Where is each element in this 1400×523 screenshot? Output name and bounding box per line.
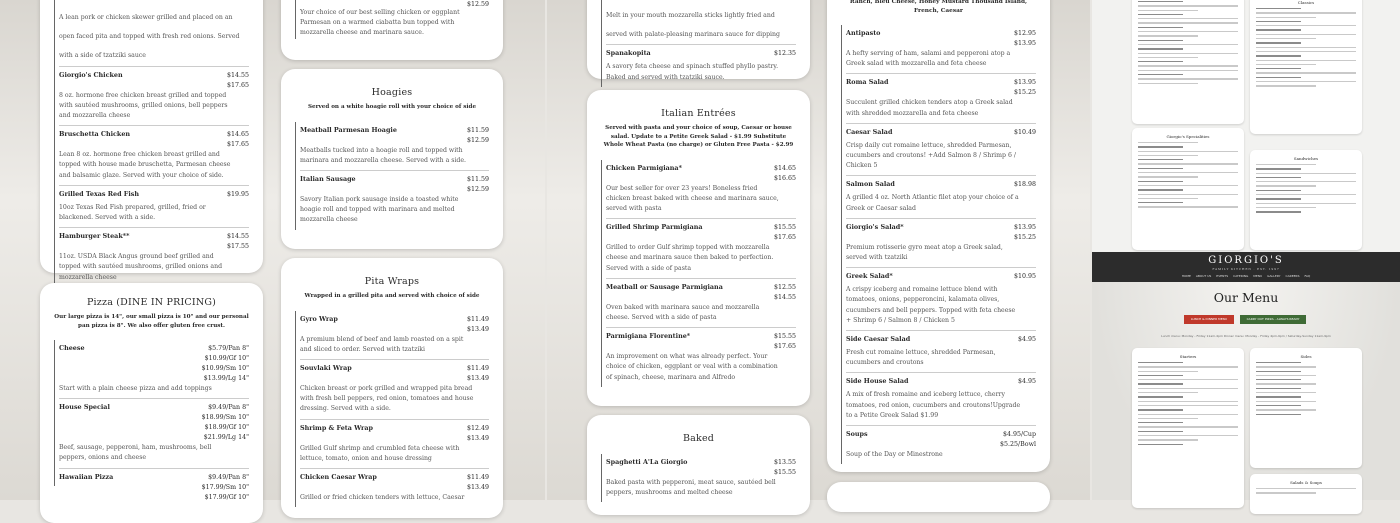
item-desc: Lean 8 oz. hormone free chicken breast grilled and topped with house made bruschetta, Parmesan cheese and balsamic glaze. Served with your choice of side. (59, 151, 231, 179)
menu-item (59, 67, 249, 127)
pita-wraps-card (281, 258, 503, 518)
site-header (1092, 252, 1400, 282)
item-desc: Start with a plain cheese pizza and add toppings (59, 385, 212, 392)
item-desc: Fresh cut romaine lettuce, shredded Parmesan, cucumbers and croutons (846, 349, 996, 367)
nav-home[interactable]: HOME (1181, 274, 1191, 278)
menu-item (846, 176, 1036, 218)
item-desc: Chicken breast or pork grilled and wrapped pita bread with fresh bell peppers, red onion, tomatoes and house dressing. Served with a side. (300, 384, 474, 413)
item-desc: Soup of the Day or Minestrone (846, 451, 943, 459)
item-price: $18.98 (1013, 181, 1036, 189)
item-desc: Melt in your mouth mozzarella sticks lightly fried and served with palate-pleasing marinara sauce for dipping (606, 12, 780, 39)
menu-item (59, 228, 249, 287)
menu-item (300, 122, 489, 171)
mini-card-starters (1132, 348, 1244, 508)
item-desc: Crisp daily cut romaine lettuce, shredded Parmesan, cucumbers and croutons! +Add Salmon 8 / Shrimp 6 / Chicken 5 (846, 141, 1016, 170)
mini-title: Classics (1297, 0, 1315, 5)
mini-card-salads-soups (1250, 474, 1362, 514)
item-name: Grilled Texas Red Fish (59, 189, 140, 198)
item-price: $19.95 (226, 190, 249, 198)
next-card-edge (827, 482, 1050, 512)
item-desc: Grilled to order Gulf shrimp topped with mozzarella cheese and marinara sauce then baked to perfection. Served with a side of pasta (606, 244, 774, 272)
menu-screenshot-middle (547, 0, 1090, 500)
item-desc: A hefty serving of ham, salami and pepperoni atop a Greek salad with mozzarella and feta cheese (846, 50, 1011, 68)
item-desc: A savory feta cheese and spinach stuffed phyllo pastry. Baked and served with tzatziki sauce. (606, 63, 779, 81)
item-name: Antipasto (846, 29, 881, 37)
page-title: Our Menu (1213, 290, 1279, 305)
menu-item (846, 25, 1036, 74)
item-name: Hamburger Steak** (59, 232, 130, 241)
section-subtitle: Served with pasta and your choice of soup, Caesar or house salad. Update to a Petite Greek Salad - $1.99 Substitute Whole Wheat Pasta (no charge) or Gluten Free Pasta - $2.99 (603, 125, 794, 148)
item-price: $11.49 $13.49 (466, 364, 489, 382)
item-desc: Succulent grilled chicken tenders atop a Greek salad with shredded mozzarella and feta cheese (846, 99, 1013, 117)
nav-gallery[interactable]: GALLERY (1267, 274, 1281, 278)
mini-title: Giorgio's Specialities (1166, 134, 1210, 139)
menu-item (846, 219, 1036, 268)
item-price: $14.55 $17.65 (226, 71, 249, 89)
item-desc: A crispy iceberg and romaine lettuce blend with tomatoes, onions, pepperoncini, kalamata olives, cucumbers and bell peppers. Topped with feta cheese + Shrimp 6 / Salmon 8 / Chicken 5 (846, 286, 1016, 324)
item-name: Bruschetta Chicken (59, 130, 131, 139)
item-desc: Our best seller for over 23 years! Boneless fried chicken breast baked with cheese and marinara sauce, served with pasta (606, 184, 779, 212)
item-price: $10.49 (1013, 128, 1036, 136)
item-price: $11.59 $12.59 (466, 126, 489, 144)
website-menu-page (1092, 252, 1400, 500)
item-price: $14.65 $17.65 (226, 131, 249, 149)
menu-hours-note: Lunch menu: Monday - Friday 11am-4pm Dinner menu: Monday - Friday 4pm-9pm / Saturday-Sunday 11am-9pm (1161, 334, 1331, 338)
menu-item (606, 454, 796, 502)
menu-item (606, 45, 796, 86)
mini-card-sides (1250, 348, 1362, 468)
item-name: Gyro Wrap (300, 314, 338, 323)
item-price: $9.49/Pan 8" $18.99/Sm 10" $18.99/Gf 10" $21.99/Lg 14" (201, 404, 249, 442)
mini-title: Sides (1300, 354, 1312, 359)
baked-card (587, 415, 810, 515)
menu-item (606, 219, 796, 279)
item-price: $12.49 $13.49 (466, 424, 489, 442)
item-name: Parmigiana Florentine* (606, 332, 691, 341)
menu-item (606, 160, 796, 220)
nav-catering[interactable]: CATERING (1233, 274, 1249, 278)
menu-item (59, 469, 249, 501)
item-desc: Premium rotisserie gyro meat atop a Greek salad, served with tzatziki (846, 243, 1003, 262)
item-price: $12.55 $14.55 (773, 283, 796, 301)
italian-entrees-card (587, 90, 810, 406)
item-name: House Special (59, 403, 110, 412)
section-title: Pita Wraps (364, 276, 420, 287)
item-name: Chicken Parmigiana* (606, 163, 682, 172)
item-desc: 11oz. USDA Black Angus ground beef grilled and topped with sautéed mushrooms, grilled onions and mozzarella cheese (59, 253, 223, 281)
item-price: $14.55 $17.55 (226, 233, 249, 251)
menu-item (846, 74, 1036, 123)
starters-card-continued (587, 0, 810, 79)
sandwich-card-continued (281, 0, 503, 60)
section-title: Baked (682, 433, 715, 444)
menu-item (300, 311, 489, 360)
item-name: Giorgio's Salad* (846, 222, 904, 231)
nav-menu[interactable]: MENU (1253, 274, 1263, 278)
section-title: Pizza (DINE IN PRICING) (86, 297, 217, 308)
mini-title: Starters (1179, 354, 1197, 359)
item-desc: A grilled 4 oz. North Atlantic filet atop your choice of a Greek or Caesar salad (846, 194, 1019, 212)
item-price: $4.95 (1017, 378, 1036, 386)
item-price: $5.79/Pan 8" $10.99/Gf 10" $10.99/Sm 10" $13.99/Lg 14" (201, 345, 249, 382)
item-desc: Grilled or fried chicken tenders with lettuce, Caesar (300, 493, 465, 501)
mini-card-sandwiches (1250, 150, 1362, 250)
carry-out-pizza-button[interactable]: CARRY OUT PIZZA - ALWAYS READY (1240, 315, 1306, 324)
item-name: Giorgio's Chicken (59, 70, 123, 79)
item-name: Italian Sausage (300, 174, 356, 183)
menu-item (606, 279, 796, 328)
lunch-dinner-menu-button[interactable]: LUNCH & DINNER MENU (1184, 315, 1234, 324)
nav-careers[interactable]: CAREERS (1285, 274, 1300, 278)
nav-about[interactable]: ABOUT US (1195, 274, 1212, 278)
item-desc: An improvement on what was already perfect. Your choice of chicken, eggplant or veal with a combination of spinach, cheese, marinara and Alfredo (606, 353, 778, 381)
menu-item (300, 360, 489, 420)
menu-item (300, 420, 489, 469)
item-name: Cheese (59, 344, 85, 352)
item-name: Caesar Salad (846, 127, 893, 136)
menu-screenshot-left (0, 0, 545, 500)
dressings-list: Ranch, Bleu Cheese, Honey Mustard Thousand Island, French, Caesar (849, 0, 1028, 14)
item-name: Chicken Caesar Wrap (300, 472, 377, 481)
menu-item (59, 126, 249, 186)
item-price: $10.95 (1013, 273, 1036, 281)
entrees-card-continued (40, 0, 263, 281)
item-name: Grilled Shrimp Parmigiana (606, 223, 703, 232)
menu-item (846, 426, 1036, 464)
nav-faq[interactable]: FAQ (1304, 274, 1311, 278)
item-name: Salmon Salad (846, 180, 895, 189)
section-subtitle: Wrapped in a grilled pita and served with choice of side (304, 293, 480, 299)
item-name: Meatball Parmesan Hoagie (300, 125, 397, 134)
item-desc: A premium blend of beef and lamb roasted on a spit and sliced to order. Served with tzatziki (300, 335, 464, 353)
mini-title: Sandwiches (1293, 156, 1319, 161)
menu-item (846, 373, 1036, 426)
item-price: $12.95 $13.95 (1013, 30, 1036, 47)
item-price: $11.49 $13.49 (466, 473, 489, 491)
item-name: Side House Salad (846, 377, 909, 386)
item-name: Soups (846, 430, 868, 439)
item-price: $12.35 (773, 50, 796, 58)
item-name: Hawaiian Pizza (59, 472, 114, 481)
item-name: Meatball or Sausage Parmigiana (606, 282, 723, 291)
item-desc: Your choice of our best selling chicken or eggplant Parmesan on a warmed ciabatta bun topped with mozzarella cheese and marinara sauce. (300, 9, 460, 37)
item-name: Spanakopita (606, 49, 651, 58)
item-desc: A mix of fresh romaine and iceberg lettuce, cherry tomatoes, red onion, cucumbers and croutons!Upgrade to a Petite Greek Salad $1.99 (846, 391, 1021, 419)
menu-item (300, 469, 489, 507)
item-desc: A lean pork or chicken skewer grilled and placed on an open faced pita and topped with fresh red onions. Served with a side of tzatziki sauce (59, 14, 240, 60)
item-price: $4.95/Cup $5.25/Bowl (1000, 431, 1036, 449)
item-price: $13.55 $15.55 (773, 459, 796, 476)
item-name: Souvlaki Wrap (300, 363, 352, 372)
item-price: $11.49 $13.49 (466, 315, 489, 333)
item-desc: Beef, sausage, pepperoni, ham, mushrooms, bell peppers, onions and cheese (59, 444, 212, 462)
section-title: Hoagies (371, 87, 413, 98)
item-desc: Meatballs tucked into a hoagie roll and topped with marinara and mozzarella cheese. Served with a side. (300, 146, 467, 164)
pizza-card (40, 283, 263, 523)
menu-item (59, 399, 249, 468)
item-desc: Savory Italian pork sausage inside a toasted white hoagie roll and topped with marinara and melted mozzarella cheese (300, 195, 459, 224)
item-price: $15.55 $17.65 (773, 224, 796, 242)
item-name: Spaghetti A'La Giorgio (606, 458, 688, 466)
item-name: Shrimp & Feta Wrap (300, 423, 373, 432)
item-desc: 8 oz. hormone free chicken breast grilled and topped with sautéed mushrooms, grilled onions, bell peppers and mozzarella cheese (59, 91, 228, 120)
item-price: $12.59 (466, 1, 489, 8)
item-name: Side Caesar Salad (846, 335, 911, 344)
nav-events[interactable]: EVENTS (1216, 274, 1229, 278)
menu-item (846, 331, 1036, 373)
item-desc: Oven baked with marinara sauce and mozzarella cheese. Served with a side of pasta (606, 303, 760, 321)
item-price: $15.55 $17.65 (773, 333, 796, 351)
salads-card (827, 0, 1050, 472)
item-name: Roma Salad (846, 78, 889, 87)
menu-item (606, 328, 796, 387)
item-price: $14.65 $16.65 (773, 164, 796, 182)
main-nav (1092, 274, 1400, 278)
item-price: $4.95 (1017, 336, 1036, 344)
menu-screenshot-right (1092, 0, 1400, 252)
item-price: $11.59 $12.59 (466, 175, 489, 193)
menu-item (846, 268, 1036, 331)
item-name: Greek Salad* (846, 272, 893, 281)
section-subtitle: Served on a white hoagie roll with your choice of side (307, 104, 477, 110)
menu-item (300, 171, 489, 230)
item-desc: Baked pasta with pepperoni, meat sauce, sautéed bell peppers, mushrooms and melted cheese (606, 479, 776, 497)
menu-item (846, 124, 1036, 177)
hoagies-card (281, 69, 503, 249)
item-desc: 10oz Texas Red Fish prepared, grilled, fried or blackened. Served with a side. (59, 203, 206, 222)
item-desc: Grilled Gulf shrimp and crumbled feta cheese with lettuce, tomato, onion and house dressing (300, 444, 460, 462)
menu-item (59, 186, 249, 228)
site-logo[interactable]: GIORGIO'S (1208, 255, 1284, 266)
menu-item (59, 340, 249, 399)
section-subtitle: Our large pizza is 14", our small pizza is 10" and our personal pan pizza is 8". We also offer gluten free crust. (54, 314, 249, 329)
mini-card-specialities (1132, 128, 1244, 250)
mini-title: Salads & Soups (1290, 480, 1322, 485)
item-price: $13.95 $15.25 (1013, 223, 1036, 241)
mini-card-classics (1250, 0, 1362, 134)
mini-card-starters-top (1132, 0, 1244, 124)
item-price: $13.95 $15.25 (1013, 79, 1036, 97)
site-tagline: FAMILY KITCHEN · EST. 1997 (1212, 267, 1280, 271)
section-title: Italian Entrées (661, 108, 736, 119)
item-price: $9.49/Pan 8" $17.99/Sm 10" $17.99/Gf 10" (201, 473, 249, 501)
